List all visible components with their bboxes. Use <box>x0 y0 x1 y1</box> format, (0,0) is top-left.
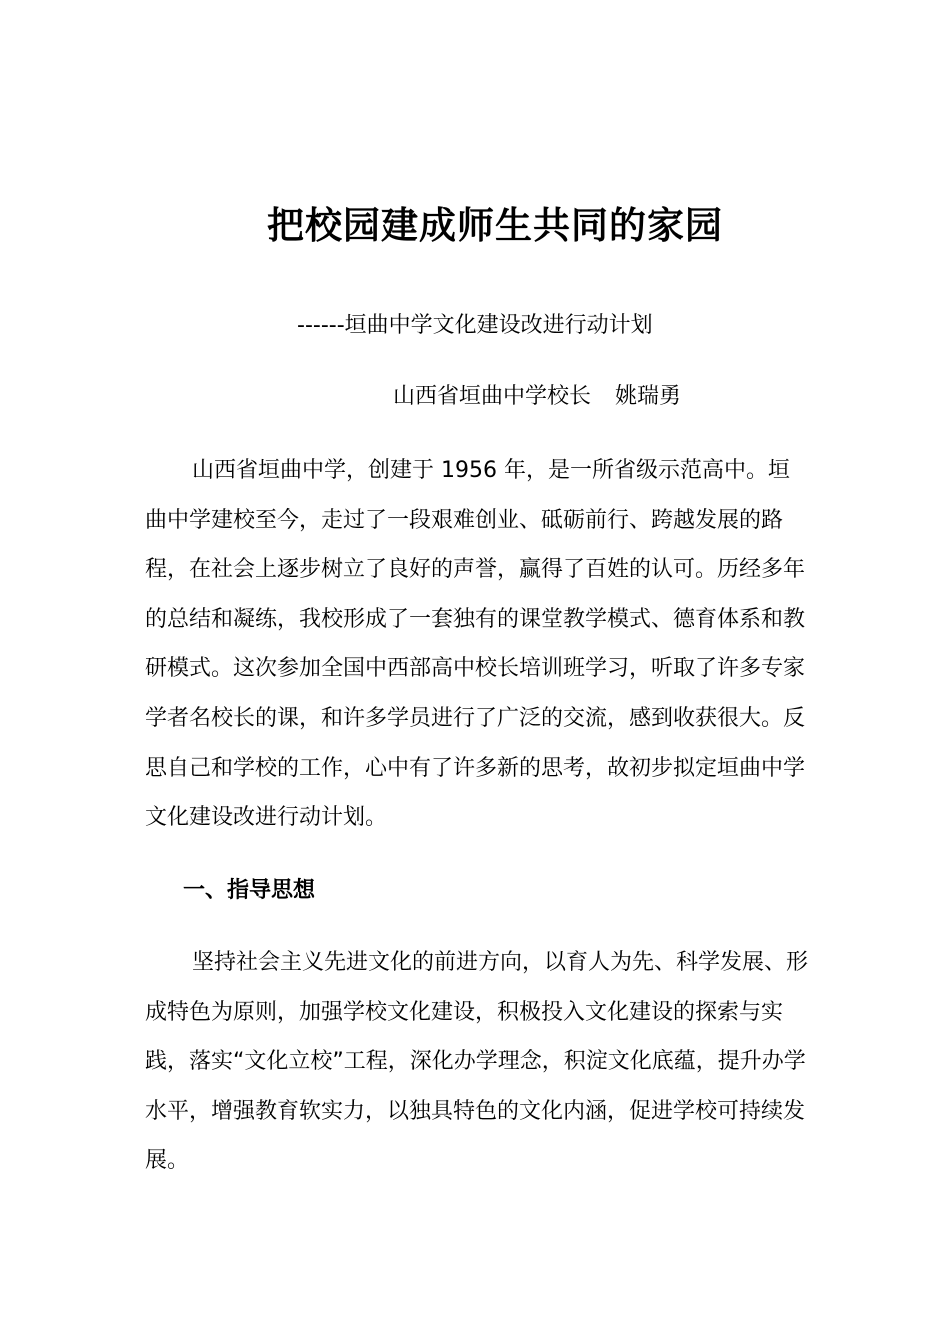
document-subtitle: ------垣曲中学文化建设改进行动计划 <box>297 313 653 338</box>
intro-paragraph-text: 山西省垣曲中学，创建于 1956 年，是一所省级示范高中。垣曲中学建校至今，走过了一段艰难创业、砥砺前行、跨越发展的路程，在社会上逐步树立了良好的声誉，赢得了百姓的认可。历经多年的总结和凝练，我校形成了一套独有的课堂教学模式、德育体系和教研模式。这次参加全国中西部高中校长培训班学习，听取了许多专家学者名校长的课，和许多学员进行了广泛的交流，感到收获很大。反思自己和学校的工作，心中有了许多新的思考，故初步拟定垣曲中学文化建设改进行动计划。 <box>145 458 806 831</box>
guiding-ideology-paragraph <box>145 938 810 1186</box>
section-heading: 一、指导思想 <box>183 878 316 903</box>
document-title: 把校园建成师生共同的家园 <box>267 204 723 247</box>
author-organization: 山西省垣曲中学校长 <box>393 384 592 409</box>
guiding-ideology-paragraph-text: 坚持社会主义先进文化的前进方向，以育人为先、科学发展、形成特色为原则，加强学校文化建设，积极投入文化建设的探索与实践，落实“文化立校”工程，深化办学理念，积淀文化底蕴，提升办学水平，增强教育软实力，以独具特色的文化内涵，促进学校可持续发展。 <box>145 950 809 1174</box>
author-name: 姚瑞勇 <box>615 384 682 409</box>
intro-paragraph <box>145 446 810 843</box>
author-line <box>393 381 681 413</box>
